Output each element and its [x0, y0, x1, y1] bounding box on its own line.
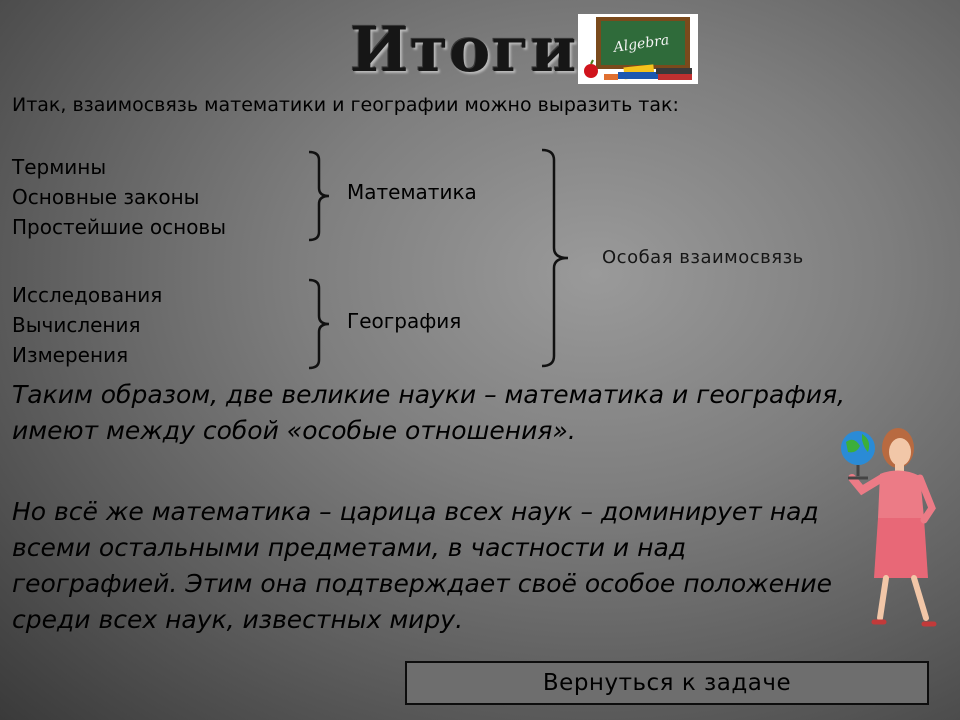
- teacher-illustration: [828, 418, 940, 633]
- geo-terms-list: [12, 280, 162, 370]
- math-label: Математика: [347, 180, 477, 204]
- combined-brace: [538, 148, 578, 368]
- term-item: Термины: [12, 155, 107, 179]
- math-terms-list: [12, 152, 226, 242]
- slide-title: Итоги: [350, 13, 578, 86]
- geo-label: География: [347, 309, 462, 333]
- term-item: Основные законы: [12, 185, 200, 209]
- term-item: Простейшие основы: [12, 215, 227, 239]
- chalkboard-illustration: [578, 14, 698, 84]
- chalkboard-text: Algebra: [612, 32, 671, 56]
- geo-brace: [305, 278, 335, 370]
- return-to-task-button[interactable]: Вернуться к задаче: [405, 661, 929, 705]
- intro-text: Итак, взаимосвязь математики и географии можно выразить так:: [12, 94, 679, 116]
- term-item: Исследования: [12, 283, 163, 307]
- term-item: Измерения: [12, 343, 129, 367]
- term-item: Вычисления: [12, 313, 141, 337]
- math-brace: [305, 150, 335, 242]
- special-relationship-label: Особая взаимосвязь: [602, 247, 804, 268]
- conclusion-paragraph-1: Таким образом, две великие науки – математика и география, имеют между собой «особые отношения».: [12, 380, 845, 445]
- conclusion-paragraph-2: Но всё же математика – царица всех наук – доминирует над всеми остальными предметами, в частности и над географией. Этим она подтверждает своё особое положение среди всех наук, известных миру.: [12, 497, 833, 634]
